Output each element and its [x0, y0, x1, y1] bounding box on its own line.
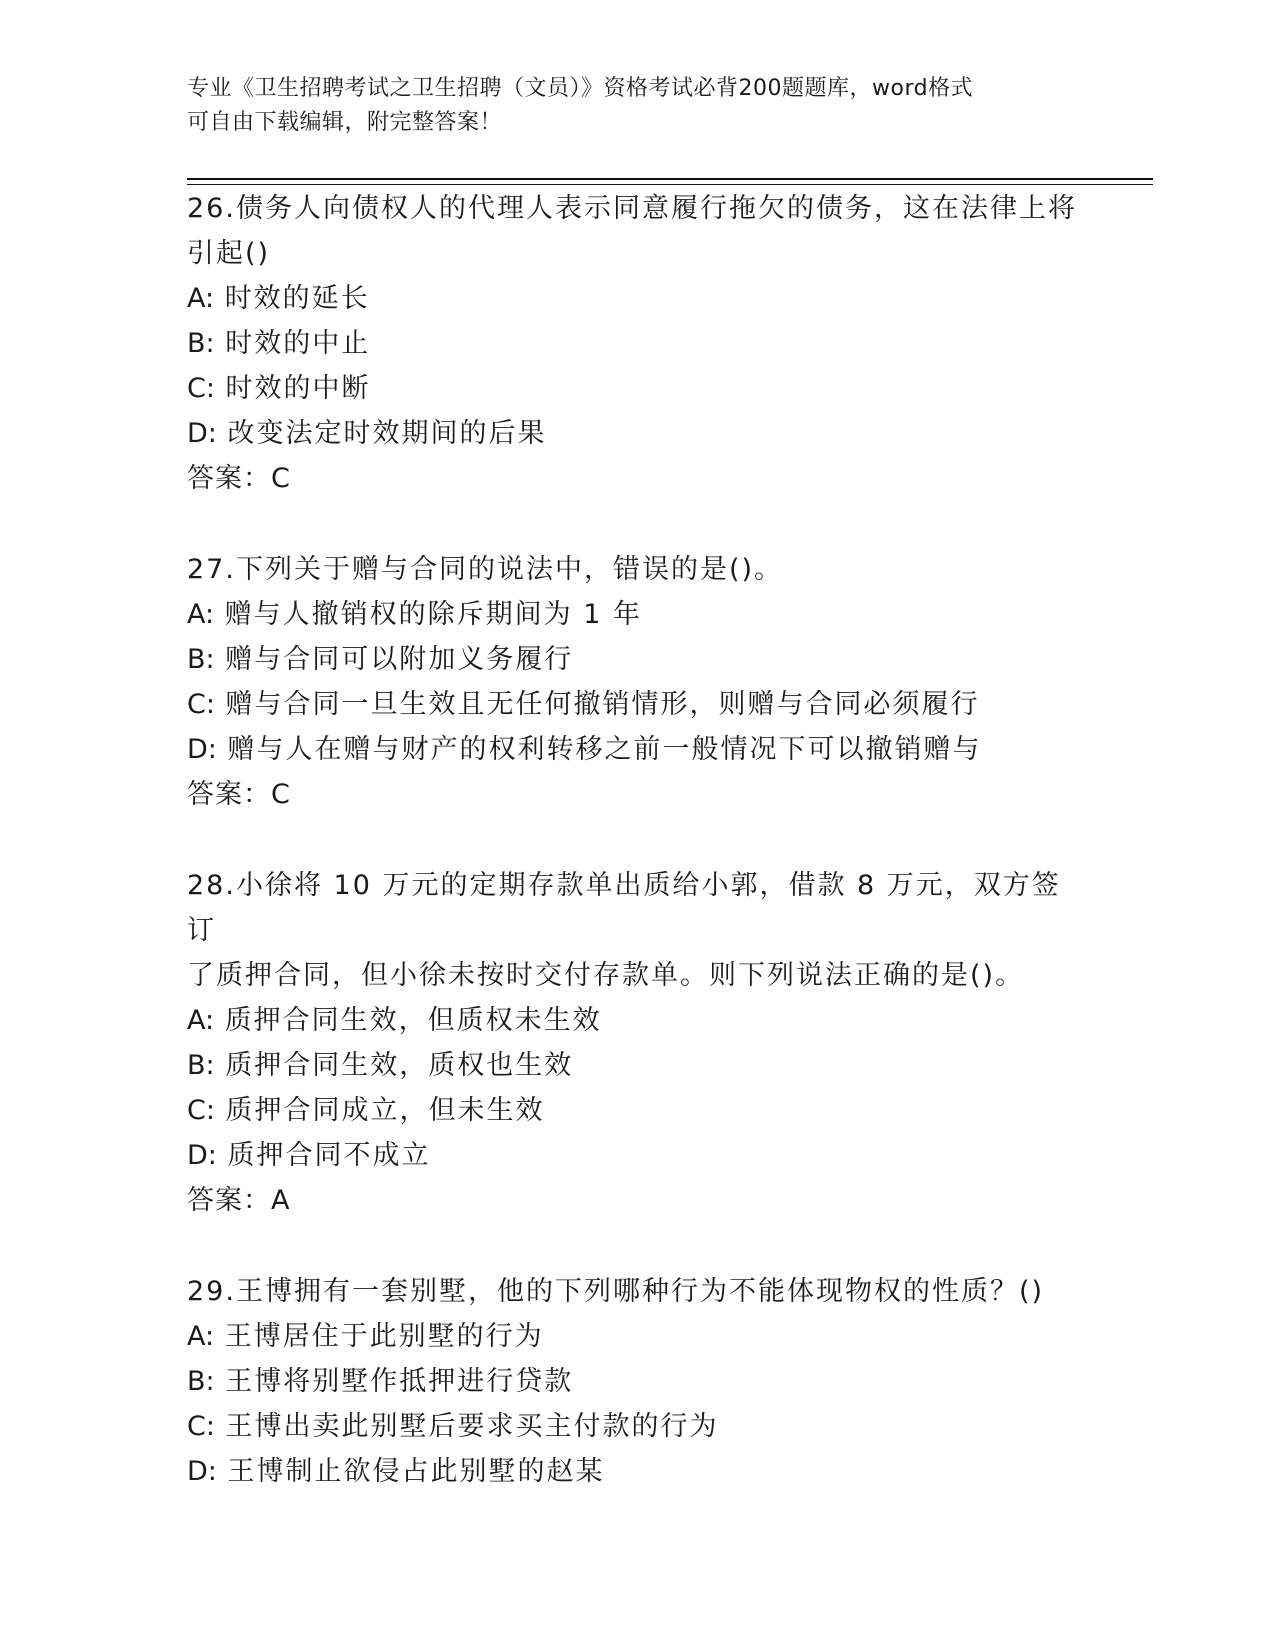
option-text: 王博制止欲侵占此别墅的赵某: [227, 1456, 605, 1487]
option-c: [187, 1088, 1087, 1133]
option-letter: B:: [187, 1366, 215, 1397]
option-letter: A:: [187, 1005, 215, 1036]
option-letter: D:: [187, 418, 217, 449]
option-text: 质押合同生效，质权也生效: [225, 1050, 574, 1081]
option-letter: D:: [187, 1456, 217, 1487]
option-text: 赠与合同可以附加义务履行: [225, 644, 574, 675]
option-text: 时效的中断: [225, 373, 371, 404]
question-stem: [187, 1269, 1087, 1314]
option-letter: A:: [187, 1321, 215, 1352]
option-c: [187, 1404, 1087, 1449]
question-list: [187, 186, 1087, 1540]
option-a: [187, 276, 1087, 321]
option-c: [187, 682, 1087, 727]
option-letter: C:: [187, 1411, 215, 1442]
answer-line: 答案：A: [187, 1185, 291, 1216]
question-stem-line-1: 28.小徐将 10 万元的定期存款单出质给小郭，借款 8 万元，双方签订: [187, 870, 1061, 946]
option-b: [187, 321, 1087, 366]
option-a: [187, 998, 1087, 1043]
option-b: [187, 637, 1087, 682]
header-divider-thick: [187, 178, 1153, 180]
question-stem-line-2: 引起(): [187, 238, 271, 269]
option-text: 王博出卖此别墅后要求买主付款的行为: [225, 1411, 719, 1442]
option-text: 质押合同成立，但未生效: [225, 1095, 545, 1126]
header-divider-thin: [187, 184, 1153, 185]
question-stem: [187, 547, 1087, 592]
option-letter: A:: [187, 283, 215, 314]
answer-line: 答案：C: [187, 779, 291, 810]
question-26: [187, 186, 1087, 501]
option-letter: B:: [187, 644, 215, 675]
option-letter: D:: [187, 734, 217, 765]
option-b: [187, 1359, 1087, 1404]
option-c: [187, 366, 1087, 411]
option-text: 质押合同不成立: [227, 1140, 431, 1171]
option-text: 王博将别墅作抵押进行贷款: [225, 1366, 574, 1397]
option-text: 时效的中止: [225, 328, 371, 359]
option-a: [187, 1314, 1087, 1359]
question-stem-line-1: 27.下列关于赠与合同的说法中，错误的是()。: [187, 554, 784, 585]
question-stem-line-2: 了质押合同，但小徐未按时交付存款单。则下列说法正确的是()。: [187, 960, 1025, 991]
option-letter: C:: [187, 689, 215, 720]
option-letter: D:: [187, 1140, 217, 1171]
question-28: [187, 863, 1087, 1223]
question-29: [187, 1269, 1087, 1494]
answer-line: 答案：C: [187, 463, 291, 494]
option-letter: B:: [187, 328, 215, 359]
option-letter: B:: [187, 1050, 215, 1081]
option-d: [187, 727, 1087, 772]
option-text: 赠与人在赠与财产的权利转移之前一般情况下可以撤销赠与: [227, 734, 982, 765]
option-text: 赠与人撤销权的除斥期间为 1 年: [224, 599, 643, 630]
option-d: [187, 411, 1087, 456]
option-text: 王博居住于此别墅的行为: [224, 1321, 544, 1352]
option-a: [187, 592, 1087, 637]
header-line-2: 可自由下载编辑，附完整答案！: [187, 110, 503, 135]
option-d: [187, 1133, 1087, 1178]
option-letter: C:: [187, 373, 215, 404]
option-text: 赠与合同一旦生效且无任何撤销情形，则赠与合同必须履行: [225, 689, 980, 720]
option-letter: A:: [187, 599, 215, 630]
option-text: 时效的延长: [224, 283, 370, 314]
option-text: 质押合同生效，但质权未生效: [224, 1005, 602, 1036]
document-header: [187, 72, 1067, 140]
option-b: [187, 1043, 1087, 1088]
question-stem-line-1: 26.债务人向债权人的代理人表示同意履行拖欠的债务，这在法律上将: [187, 193, 1077, 224]
question-stem: [187, 863, 1087, 998]
option-text: 改变法定时效期间的后果: [227, 418, 547, 449]
question-27: [187, 547, 1087, 817]
option-letter: C:: [187, 1095, 215, 1126]
question-stem-line-1: 29.王博拥有一套别墅，他的下列哪种行为不能体现物权的性质？(): [187, 1276, 1045, 1307]
question-stem: [187, 186, 1087, 276]
option-d: [187, 1449, 1087, 1494]
header-line-1: 专业《卫生招聘考试之卫生招聘（文员）》资格考试必背200题题库，word格式: [187, 76, 974, 101]
